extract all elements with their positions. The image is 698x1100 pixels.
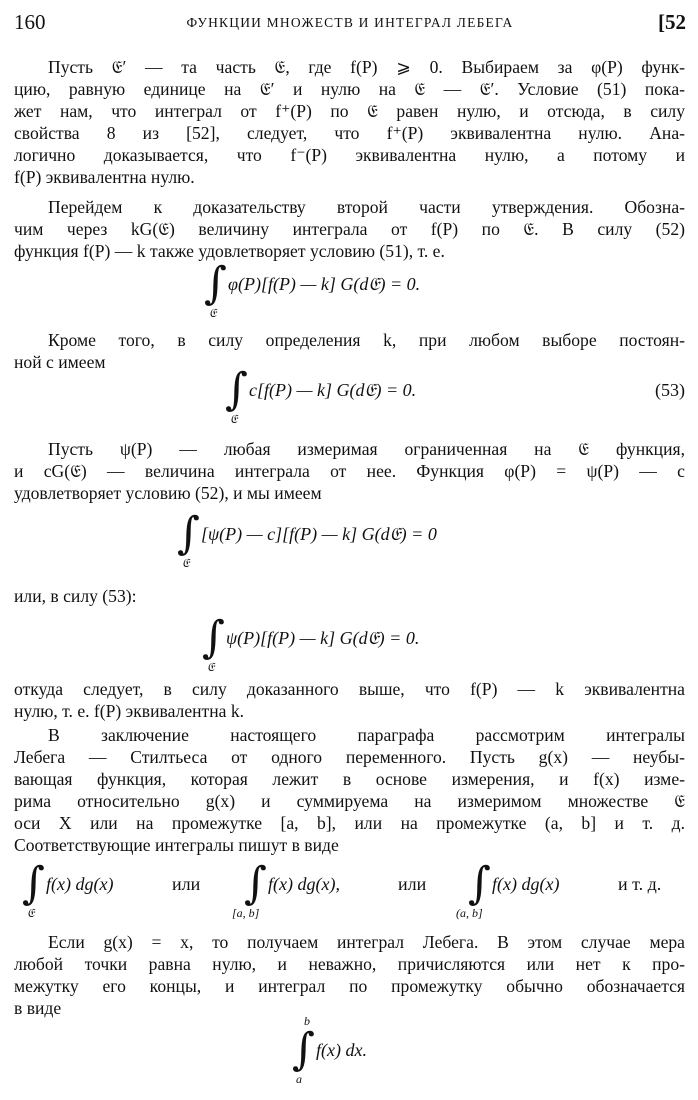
integral-sign: ∫ bbox=[202, 612, 225, 663]
text-line: нулю, т. е. f(P) эквивалентна k. bbox=[14, 701, 245, 721]
text-line: Соответствующие интегралы пишут в виде bbox=[14, 835, 339, 855]
text-line: ной c имеем bbox=[14, 352, 106, 372]
integral-domain: [a, b] bbox=[232, 906, 260, 920]
text-line: Пусть 𝔈′ — та часть 𝔈, где f(P) ⩾ 0. Выбираем за φ(P) функ- bbox=[48, 57, 685, 77]
text-line: или, в силу (53): bbox=[14, 586, 137, 606]
integral-domain: (a, b] bbox=[456, 906, 483, 920]
connective-word: или bbox=[172, 874, 201, 894]
integral-domain: 𝔈 bbox=[207, 660, 215, 674]
paragraph-5 bbox=[14, 585, 685, 607]
text-line: f(P) эквивалентна нулю. bbox=[14, 167, 195, 187]
paragraph-2 bbox=[14, 196, 685, 262]
page-header bbox=[14, 10, 686, 40]
integral-sign: ∫ bbox=[292, 1024, 315, 1075]
integral-domain: 𝔈 bbox=[182, 556, 190, 570]
text-line: Перейдем к доказательству второй части утверждения. Обозна- bbox=[48, 197, 685, 217]
formula-3 bbox=[177, 508, 537, 570]
text-line: логично доказывается, что f⁻(P) эквивалентна нулю, а потому и bbox=[14, 145, 685, 165]
integral-domain: 𝔈 bbox=[27, 906, 35, 920]
integral-sign: ∫ bbox=[244, 858, 267, 909]
integral-sign: ∫ bbox=[22, 858, 45, 909]
text-line: цию, равную единице на 𝔈′ и нулю на 𝔈 — 𝔈′. Условие (51) пока- bbox=[14, 79, 685, 99]
formula-expression: c[f(P) — k] G(d𝔈) = 0. bbox=[249, 380, 417, 400]
text-line: любой точки равна нулю, и неважно, причисляются или нет к про- bbox=[14, 954, 685, 974]
paragraph-3 bbox=[14, 329, 685, 373]
paragraph-7 bbox=[14, 724, 685, 856]
paragraph-1 bbox=[14, 56, 685, 188]
formula-expression: f(x) dg(x) bbox=[46, 874, 114, 894]
text-line: межутку его концы, и интеграл по промежутку обычно обозначается bbox=[14, 976, 685, 996]
integral-sign: ∫ bbox=[177, 508, 200, 559]
formula-6 bbox=[292, 1014, 412, 1088]
formula-expression: [ψ(P) — c][f(P) — k] G(d𝔈) = 0 bbox=[201, 524, 437, 544]
formula-expression: f(x) dx. bbox=[316, 1040, 367, 1060]
connective-word: или bbox=[398, 874, 427, 894]
text-line: и cG(𝔈) — величина интеграла от нее. Функция φ(P) = ψ(P) — c bbox=[14, 461, 685, 481]
text-line: вающая функция, которая лежит в основе измерения, и f(x) изме- bbox=[14, 769, 685, 789]
formula-2 bbox=[225, 364, 685, 426]
connective-word: и т. д. bbox=[618, 874, 662, 894]
formula-5 bbox=[22, 858, 682, 922]
text-line: откуда следует, в силу доказанного выше, что f(P) — k эквивалентна bbox=[14, 679, 685, 699]
text-line: рима относительно g(x) и суммируема на измеримом множестве 𝔈 bbox=[14, 791, 685, 811]
text-line: Лебега — Стилтьеса от одного переменного. Пусть g(x) — неубы- bbox=[14, 747, 685, 767]
running-head: ФУНКЦИИ МНОЖЕСТВ И ИНТЕГРАЛ ЛЕБЕГА bbox=[186, 15, 514, 30]
integral-domain: 𝔈 bbox=[209, 306, 217, 320]
integral-lower-limit: a bbox=[296, 1072, 302, 1086]
text-line: в виде bbox=[14, 998, 62, 1018]
formula-1 bbox=[204, 258, 504, 320]
formula-expression: ψ(P)[f(P) — k] G(d𝔈) = 0. bbox=[226, 628, 420, 648]
integral-upper-limit: b bbox=[304, 1014, 310, 1028]
text-line: Если g(x) = x, то получаем интеграл Лебега. В этом случае мера bbox=[48, 932, 685, 952]
text-line: оси X или на промежутке [a, b], или на промежутке (a, b] и т. д. bbox=[14, 813, 685, 833]
text-line: чим через kG(𝔈) величину интеграла от f(P) по 𝔈. В силу (52) bbox=[14, 219, 685, 239]
text-line: свойства 8 из [52], следует, что f⁺(P) эквивалентна нулю. Ана- bbox=[14, 123, 685, 143]
paragraph-4 bbox=[14, 438, 685, 504]
text-line: Кроме того, в силу определения k, при любом выборе постоян- bbox=[48, 330, 685, 350]
paragraph-6 bbox=[14, 678, 685, 722]
integral-sign: ∫ bbox=[468, 858, 491, 909]
formula-4 bbox=[202, 612, 522, 674]
integral-domain: 𝔈 bbox=[230, 412, 238, 426]
text-line: жет нам, что интеграл от f⁺(P) по 𝔈 равен нулю, и отсюда, в силу bbox=[14, 101, 685, 121]
page-number: 160 bbox=[14, 10, 46, 34]
integral-sign: ∫ bbox=[204, 258, 227, 309]
equation-number: (53) bbox=[655, 380, 685, 400]
text-line: Пусть ψ(P) — любая измеримая ограниченная на 𝔈 функция, bbox=[48, 439, 685, 459]
formula-expression: f(x) dg(x), bbox=[268, 874, 340, 894]
formula-expression: f(x) dg(x) bbox=[492, 874, 560, 894]
formula-expression: φ(P)[f(P) — k] G(d𝔈) = 0. bbox=[228, 274, 421, 294]
section-marker: [52 bbox=[658, 10, 686, 34]
text-line: удовлетворяет условию (52), и мы имеем bbox=[14, 483, 322, 503]
text-line: В заключение настоящего параграфа рассмотрим интегралы bbox=[48, 725, 685, 745]
integral-sign: ∫ bbox=[225, 364, 248, 415]
paragraph-8 bbox=[14, 931, 685, 1019]
text-line: функция f(P) — k также удовлетворяет условию (51), т. е. bbox=[14, 241, 445, 261]
